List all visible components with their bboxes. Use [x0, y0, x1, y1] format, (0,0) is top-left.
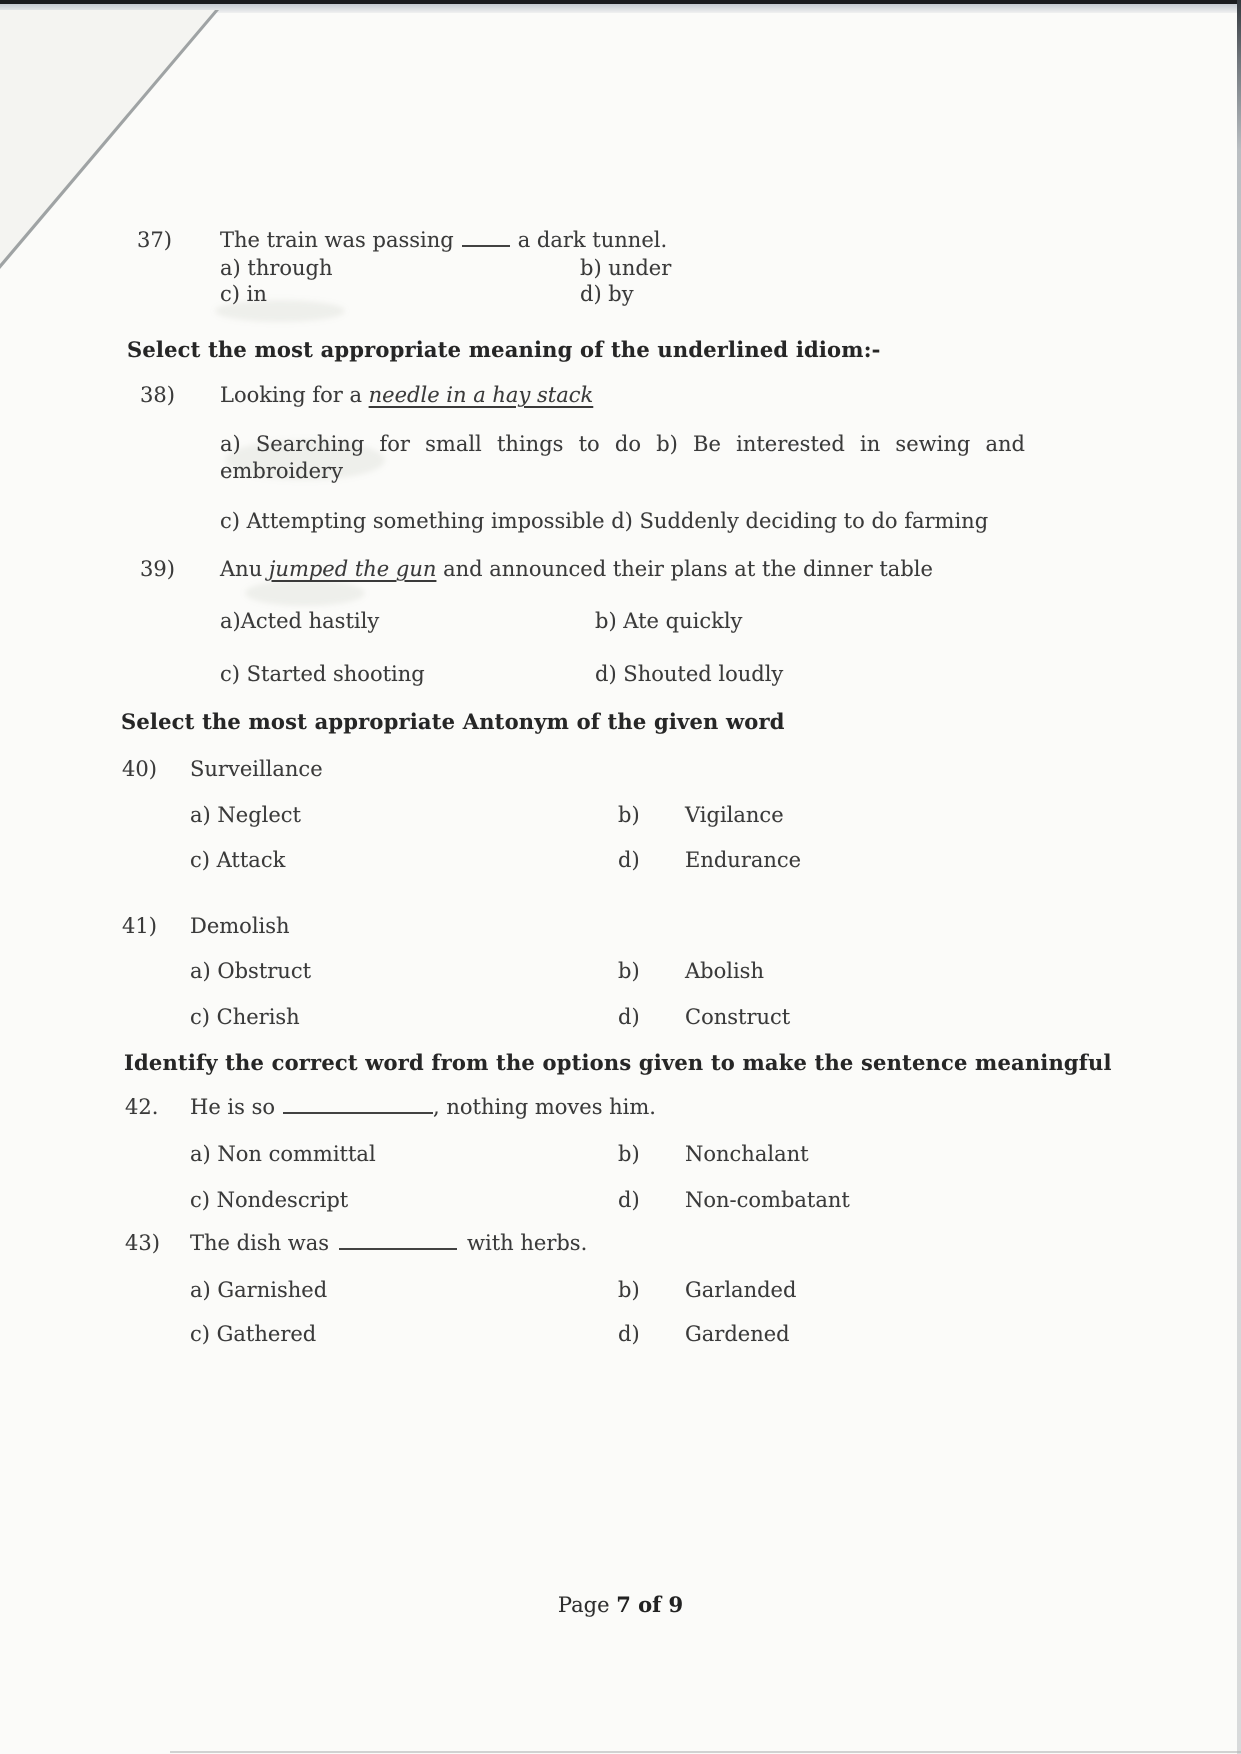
question-38-idiom: needle in a hay stack: [368, 383, 594, 407]
page-footer: [0, 1592, 1241, 1617]
question-41-option-b: Abolish: [685, 959, 764, 983]
question-40: [122, 757, 323, 781]
question-43-option-a: a) Garnished: [190, 1278, 328, 1302]
section-header-antonym: Select the most appropriate Antonym of the given word: [121, 709, 785, 734]
page-footer-number: 7 of 9: [616, 1592, 684, 1617]
question-42-option-b-label: b): [618, 1142, 640, 1166]
question-38-options-ab-line1: a) Searching for small things to do b) Be interested in sewing and: [220, 432, 1025, 456]
ink-bleed-smudge: [245, 580, 365, 606]
section-header-idiom: Select the most appropriate meaning of the underlined idiom:-: [127, 337, 881, 362]
question-41-word: Demolish: [190, 914, 290, 938]
question-42-option-a: a) Non committal: [190, 1142, 376, 1166]
question-38-stem-before: Looking for a: [220, 383, 362, 407]
question-40-option-b: Vigilance: [685, 803, 784, 827]
question-42-blank: [283, 1098, 433, 1114]
question-43-options-row-1: [190, 1278, 796, 1302]
scan-bottom-edge-line: [170, 1751, 1241, 1753]
question-40-option-c: c) Attack: [190, 848, 286, 872]
question-41-option-d: Construct: [685, 1005, 791, 1029]
scan-right-edge-line: [1237, 0, 1241, 1754]
question-43-option-b: Garlanded: [685, 1278, 797, 1302]
page-footer-label: Page: [557, 1593, 610, 1617]
question-41: [122, 914, 290, 938]
question-37-option-a: a) through: [220, 256, 333, 280]
question-43-stem-before: The dish was: [190, 1231, 330, 1255]
question-39-option-d: d) Shouted loudly: [595, 662, 784, 686]
question-37-blank: [462, 231, 510, 247]
question-42-options-row-1: [190, 1142, 809, 1166]
question-39-option-c: c) Started shooting: [220, 662, 425, 686]
question-42-number: 42.: [125, 1095, 159, 1119]
question-42-option-c: c) Nondescript: [190, 1188, 349, 1212]
question-43-blank: [339, 1234, 457, 1250]
question-37-stem-after: a dark tunnel.: [517, 228, 668, 252]
question-42-stem-before: He is so: [190, 1095, 276, 1119]
question-41-options-row-2: [190, 1005, 790, 1029]
question-39-option-a: a)Acted hastily: [220, 609, 380, 633]
question-43-options-row-2: [190, 1322, 790, 1346]
question-37-number: 37): [137, 228, 172, 252]
question-41-option-d-label: d): [618, 1005, 640, 1029]
question-39-stem-before: Anu: [220, 557, 263, 581]
question-38: [140, 383, 593, 407]
question-41-option-a: a) Obstruct: [190, 959, 312, 983]
question-38-number: 38): [140, 383, 175, 407]
question-41-option-b-label: b): [618, 959, 640, 983]
question-41-option-c: c) Cherish: [190, 1005, 300, 1029]
question-42-options-row-2: [190, 1188, 850, 1212]
question-41-number: 41): [122, 914, 157, 938]
question-39-idiom: jumped the gun: [268, 557, 437, 581]
question-40-number: 40): [122, 757, 157, 781]
page-fold-corner: [0, 10, 215, 264]
question-40-option-a: a) Neglect: [190, 803, 301, 827]
section-header-identify: Identify the correct word from the options given to make the sentence meaningful: [124, 1050, 1112, 1075]
question-40-option-b-label: b): [618, 803, 640, 827]
question-39: [140, 557, 933, 581]
question-40-word: Surveillance: [190, 757, 323, 781]
question-40-options-row-2: [190, 848, 801, 872]
question-43-stem-after: with herbs.: [467, 1231, 588, 1255]
question-37: [137, 228, 667, 252]
question-38-options-cd: c) Attempting something impossible d) Suddenly deciding to do farming: [220, 509, 989, 533]
question-42: [125, 1095, 656, 1119]
question-40-options-row-1: [190, 803, 784, 827]
question-42-stem-after: , nothing moves him.: [433, 1095, 656, 1119]
question-40-option-d-label: d): [618, 848, 640, 872]
question-43-number: 43): [125, 1231, 160, 1255]
question-39-option-b: b) Ate quickly: [595, 609, 743, 633]
question-43-option-b-label: b): [618, 1278, 640, 1302]
question-43-option-d-label: d): [618, 1322, 640, 1346]
question-39-stem-after: and announced their plans at the dinner table: [443, 557, 933, 581]
question-39-options-row-2: [220, 662, 783, 686]
question-37-option-d: d) by: [580, 282, 634, 306]
question-42-option-b: Nonchalant: [685, 1142, 809, 1166]
question-43-option-d: Gardened: [685, 1322, 790, 1346]
question-37-options-row-2: [220, 282, 634, 306]
question-37-stem-before: The train was passing: [220, 228, 454, 252]
question-37-option-c: c) in: [220, 282, 267, 306]
question-43-option-c: c) Gathered: [190, 1322, 317, 1346]
question-37-option-b: b) under: [580, 256, 672, 280]
question-40-option-d: Endurance: [685, 848, 802, 872]
question-38-options-ab-line2: embroidery: [220, 459, 343, 483]
question-42-option-d-label: d): [618, 1188, 640, 1212]
question-42-option-d: Non-combatant: [685, 1188, 850, 1212]
question-39-options-row-1: [220, 609, 742, 633]
question-39-number: 39): [140, 557, 175, 581]
question-37-options-row-1: [220, 256, 671, 280]
question-43: [125, 1231, 587, 1255]
question-41-options-row-1: [190, 959, 764, 983]
